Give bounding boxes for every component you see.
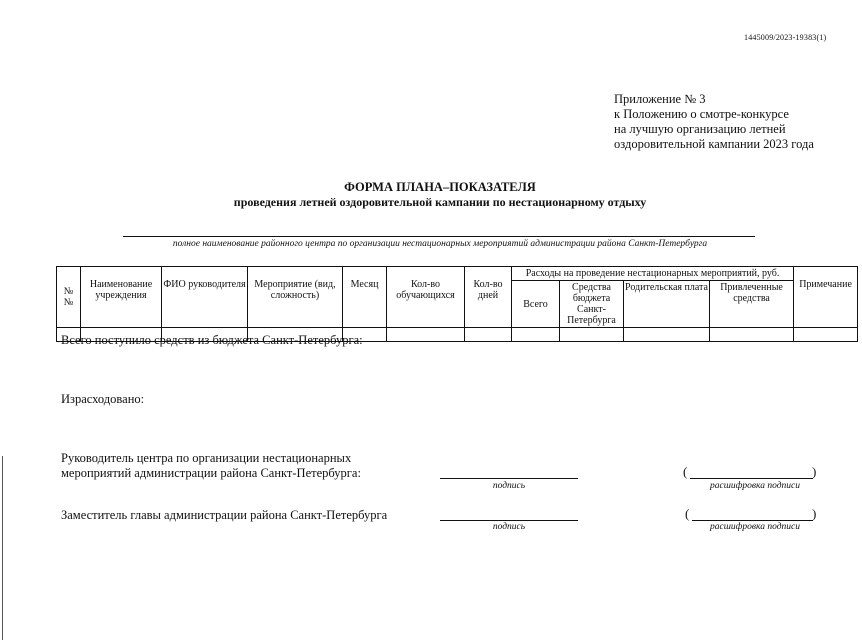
form-title: ФОРМА ПЛАНА–ПОКАЗАТЕЛЯ xyxy=(344,180,536,194)
header-attracted-funds: Привлеченные средства xyxy=(710,281,794,328)
header-days: Кол-во дней xyxy=(465,267,512,328)
signer1-signature-line[interactable] xyxy=(440,478,578,479)
form-subtitle: проведения летней оздоровительной кампании по нестационарному отдыху xyxy=(233,195,647,209)
signer1-title-line1: Руководитель центра по организации нестационарных xyxy=(61,451,352,465)
header-month: Месяц xyxy=(343,267,387,328)
header-students: Кол-во обучающихся xyxy=(387,267,465,328)
signer2-signature-caption: подпись xyxy=(492,522,526,532)
header-number: № № xyxy=(57,267,81,328)
center-name-hint: полное наименование районного центра по организации нестационарных мероприятий администрации района Санкт-Петербурга xyxy=(172,239,708,249)
signer2-decode-line[interactable] xyxy=(692,520,813,521)
table-cell[interactable] xyxy=(624,328,710,342)
appendix-line: Приложение № 3 xyxy=(614,92,706,106)
received-funds-label: Всего поступило средств из бюджета Санкт-Петербурга: xyxy=(61,333,363,347)
table-cell[interactable] xyxy=(560,328,624,342)
document-number: 1445009/2023-19383(1) xyxy=(744,33,827,42)
spent-label: Израсходовано: xyxy=(61,392,145,406)
signer1-title-line2: мероприятий администрации района Санкт-Петербурга: xyxy=(61,466,361,480)
header-total: Всего xyxy=(512,281,560,328)
center-name-fill-line[interactable] xyxy=(123,236,755,237)
table-cell[interactable] xyxy=(710,328,794,342)
table-cell[interactable] xyxy=(794,328,858,342)
signer1-paren-close: ) xyxy=(812,464,817,479)
signer2-paren-close: ) xyxy=(812,506,817,521)
scan-edge-mark xyxy=(2,456,3,640)
header-note: Примечание xyxy=(794,267,858,328)
plan-table xyxy=(56,266,858,342)
header-event: Мероприятие (вид, сложность) xyxy=(248,267,343,328)
header-expenses-group: Расходы на проведение нестационарных мероприятий, руб. xyxy=(512,267,794,281)
signer1-paren-open: ( xyxy=(683,464,688,479)
header-head-name: ФИО руководителя xyxy=(162,267,248,328)
table-cell[interactable] xyxy=(512,328,560,342)
table-cell[interactable] xyxy=(465,328,512,342)
header-parent-fee: Родительская плата xyxy=(624,281,710,328)
appendix-line: оздоровительной кампании 2023 года xyxy=(614,137,814,151)
signer1-decode-line[interactable] xyxy=(690,478,813,479)
signer1-signature-caption: подпись xyxy=(492,481,526,491)
header-institution: Наименование учреждения xyxy=(81,267,162,328)
signer2-signature-line[interactable] xyxy=(440,520,578,521)
table-header-row xyxy=(57,267,858,281)
table-cell[interactable] xyxy=(387,328,465,342)
appendix-line: на лучшую организацию летней xyxy=(614,122,786,136)
signer2-paren-open: ( xyxy=(685,506,690,521)
signer2-decode-caption: расшифровка подписи xyxy=(710,522,800,532)
appendix-block xyxy=(614,92,814,152)
header-budget: Средства бюджета Санкт-Петербурга xyxy=(560,281,624,328)
appendix-line: к Положению о смотре-конкурсе xyxy=(614,107,789,121)
signer1-decode-caption: расшифровка подписи xyxy=(710,481,800,491)
signer2-title: Заместитель главы администрации района Санкт-Петербурга xyxy=(61,508,388,522)
